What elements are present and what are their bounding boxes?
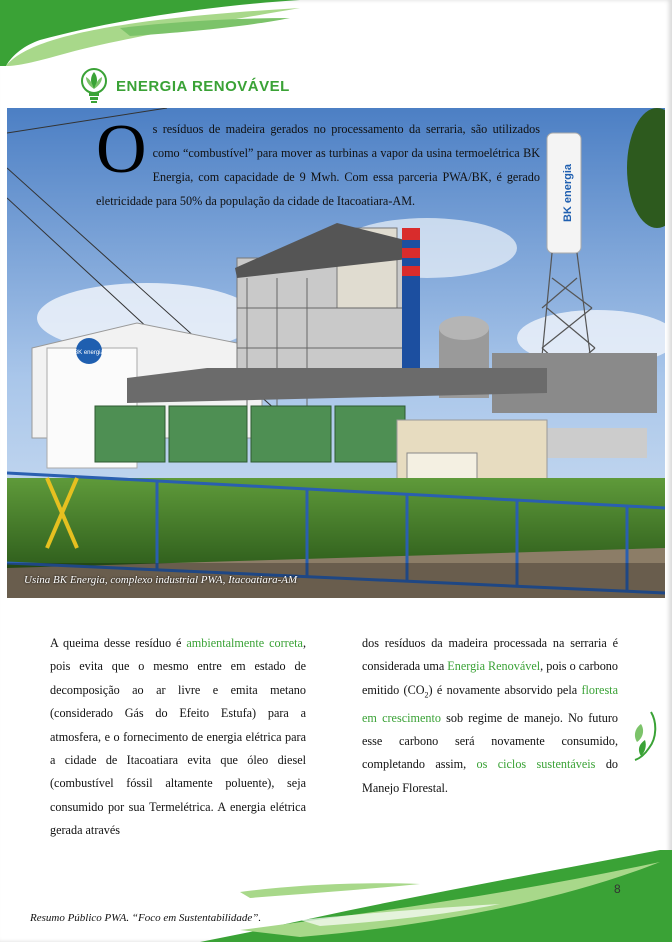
body-text: , pois o carbono emitido (CO: [362, 659, 618, 697]
tower-sign-text: BK energia: [562, 163, 574, 223]
photo-caption: Usina BK Energia, complexo industrial PWA, Itacoatiara-AM: [24, 574, 298, 586]
body-column-right: [362, 632, 618, 800]
top-swoosh-decoration: [0, 0, 672, 70]
intro-paragraph: [96, 111, 540, 213]
section-title: ENERGIA RENOVÁVEL: [116, 77, 290, 95]
highlight-text: os ciclos sustentáveis: [476, 757, 596, 772]
footer-text: Resumo Público PWA. “Foco em Sustentabilidade”.: [30, 912, 262, 924]
body-text: ) é novamente absorvido pela: [428, 682, 582, 697]
body-text: , pois evita que o mesmo entre em estado de decomposição ao ar livre e emita metano (considerado Gás do Efeito Estufa) para a atmosfera, e o fornecimento de energia elétrica para a cidade de Itacoatiara evita que óleo diesel (combustível fóssil altamente poluente), seja consumido por sua Termelétrica. A energia elétrica gerada através: [50, 636, 306, 838]
body-column-left: [50, 632, 306, 843]
highlight-text: ambientalmente correta: [186, 636, 303, 650]
building-sign-text: BK energia: [74, 350, 104, 356]
leaf-decoration-icon: [627, 708, 661, 762]
body-text: A queima desse resíduo é: [50, 636, 187, 650]
section-header: [80, 66, 290, 106]
highlight-text: floresta em crescimento: [362, 682, 618, 725]
subscript: 2: [424, 690, 429, 700]
lightbulb-leaf-icon: [80, 67, 108, 105]
page-number: 8: [614, 882, 621, 896]
highlight-text: Energia Renovável: [447, 659, 541, 674]
bottom-swoosh-decoration: [0, 832, 672, 942]
drop-cap: O: [96, 111, 147, 188]
body-text: dos resíduos da madeira processada na serraria é considerada uma: [362, 636, 618, 674]
body-text: sob regime de manejo. No futuro esse carbono será novamente consumido, completando assim,: [362, 710, 618, 772]
body-text: do Manejo Florestal.: [362, 757, 618, 795]
intro-text: s resíduos de madeira gerados no processamento da serraria, são utilizados como “combustível” para mover as turbinas a vapor da usina termoelétrica BK Energia, com capacidade de 9 Mwh. Com essa parceria PWA/BK, é gerado eletricidade para 50% da população da cidade de Itacoatiara-AM.: [96, 122, 540, 208]
